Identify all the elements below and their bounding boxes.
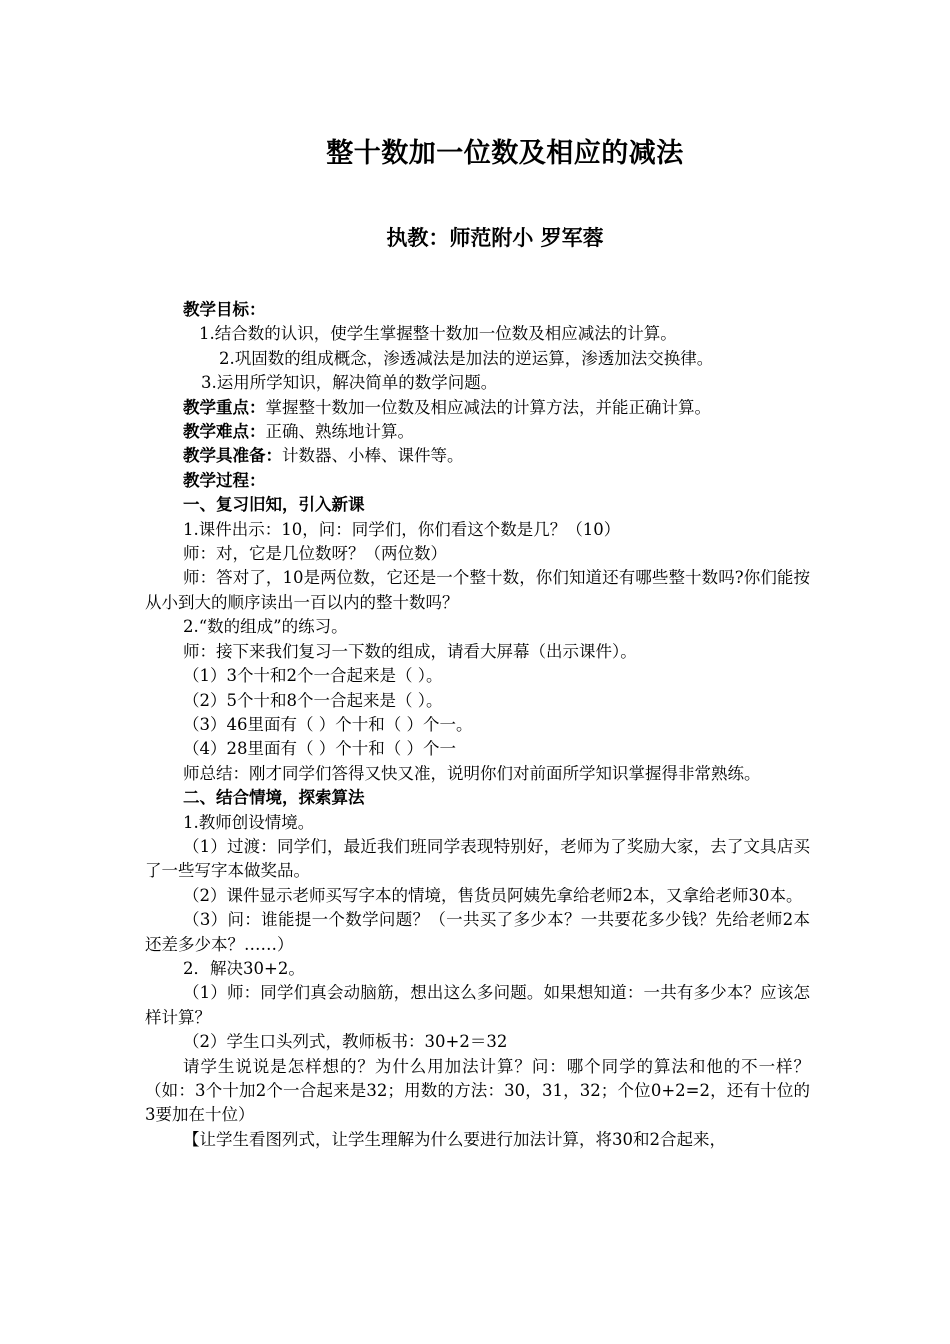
paragraph: （3）问：谁能提一个数学问题？（一共买了多少本？一共要花多少钱？先给老师2本还差多少本？……） — [145, 910, 810, 954]
difficulty-label: 教学难点： — [183, 422, 266, 442]
paragraph: 1.课件出示：10，问：同学们，你们看这个数是几？（10） — [183, 519, 621, 539]
paragraph: （2）课件显示老师买写字本的情境，售货员阿姨先拿给老师2本，又拿给老师30本。 — [183, 885, 803, 905]
preparation-text: 计数器、小棒、课件等。 — [282, 446, 464, 466]
exercise-item: （3）46里面有（ ）个十和（ ）个一。 — [183, 714, 473, 734]
process-heading: 教学过程： — [183, 470, 266, 490]
preparation-label: 教学具准备： — [183, 446, 282, 466]
key-point-label: 教学重点： — [183, 397, 266, 417]
section-heading: 一、复习旧知，引入新课 — [183, 495, 365, 515]
document-title: 整十数加一位数及相应的减法 — [326, 138, 684, 169]
section-heading: 二、结合情境，探索算法 — [183, 788, 365, 808]
paragraph: 2.“数的组成”的练习。 — [183, 617, 348, 637]
exercise-item: （2）5个十和8个一合起来是（ ）。 — [183, 690, 443, 710]
paragraph: 师总结：刚才同学们答得又快又准，说明你们对前面所学知识掌握得非常熟练。 — [183, 763, 761, 783]
paragraph: 师：答对了，10是两位数，它还是一个整十数，你们知道还有哪些整十数吗?你们能按从小到大的顺序读出一百以内的整十数吗？ — [145, 568, 810, 612]
paragraph: （1）过渡：同学们，最近我们班同学表现特别好，老师为了奖励大家，去了文具店买了一些写字本做奖品。 — [145, 836, 810, 881]
goals-heading: 教学目标： — [183, 300, 266, 319]
paragraph: 请学生说说是怎样想的？为什么用加法计算？问：哪个同学的算法和他的不一样？（如：3个十加2个一合起来是32；用数的方法：30，31，32；个位0+2=2，还有十位的3要加在十位） — [145, 1056, 810, 1125]
exercise-item: （4）28里面有（ ）个十和（ ）个一 — [183, 739, 456, 759]
preparation-paragraph — [145, 444, 810, 468]
paragraph: 【让学生看图列式，让学生理解为什么要进行加法计算，将30和2合起来， — [183, 1129, 726, 1149]
paragraph: （2）学生口头列式，教师板书：30+2＝32 — [183, 1032, 508, 1052]
goal-item: 3.运用所学知识，解决简单的数学问题。 — [201, 373, 498, 393]
paragraph: 师：对，它是几位数呀？（两位数） — [183, 544, 447, 564]
difficulty-text: 正确、熟练地计算。 — [265, 422, 414, 442]
paragraph: （1）师：同学们真会动脑筋，想出这么多问题。如果想知道：一共有多少本？应该怎样计算？ — [145, 983, 810, 1027]
paragraph: 师：接下来我们复习一下数的组成，请看大屏幕（出示课件）。 — [183, 641, 637, 661]
goal-item: 1.结合数的认识，使学生掌握整十数加一位数及相应减法的计算。 — [199, 324, 677, 344]
exercise-item: （1）3个十和2个一合起来是（ ）。 — [183, 666, 443, 686]
key-point-paragraph — [145, 396, 810, 420]
author-line: 执教：师范附小 罗军蓉 — [386, 225, 604, 250]
difficulty-paragraph — [145, 420, 810, 444]
document-body — [145, 298, 810, 1152]
key-point-text: 掌握整十数加一位数及相应减法的计算方法，并能正确计算。 — [265, 397, 711, 417]
paragraph: 1.教师创设情境。 — [183, 812, 315, 832]
goal-item: 2.巩固数的组成概念，渗透减法是加法的逆运算，渗透加法交换律。 — [219, 348, 714, 368]
paragraph: 2．解决30+2。 — [183, 958, 305, 978]
